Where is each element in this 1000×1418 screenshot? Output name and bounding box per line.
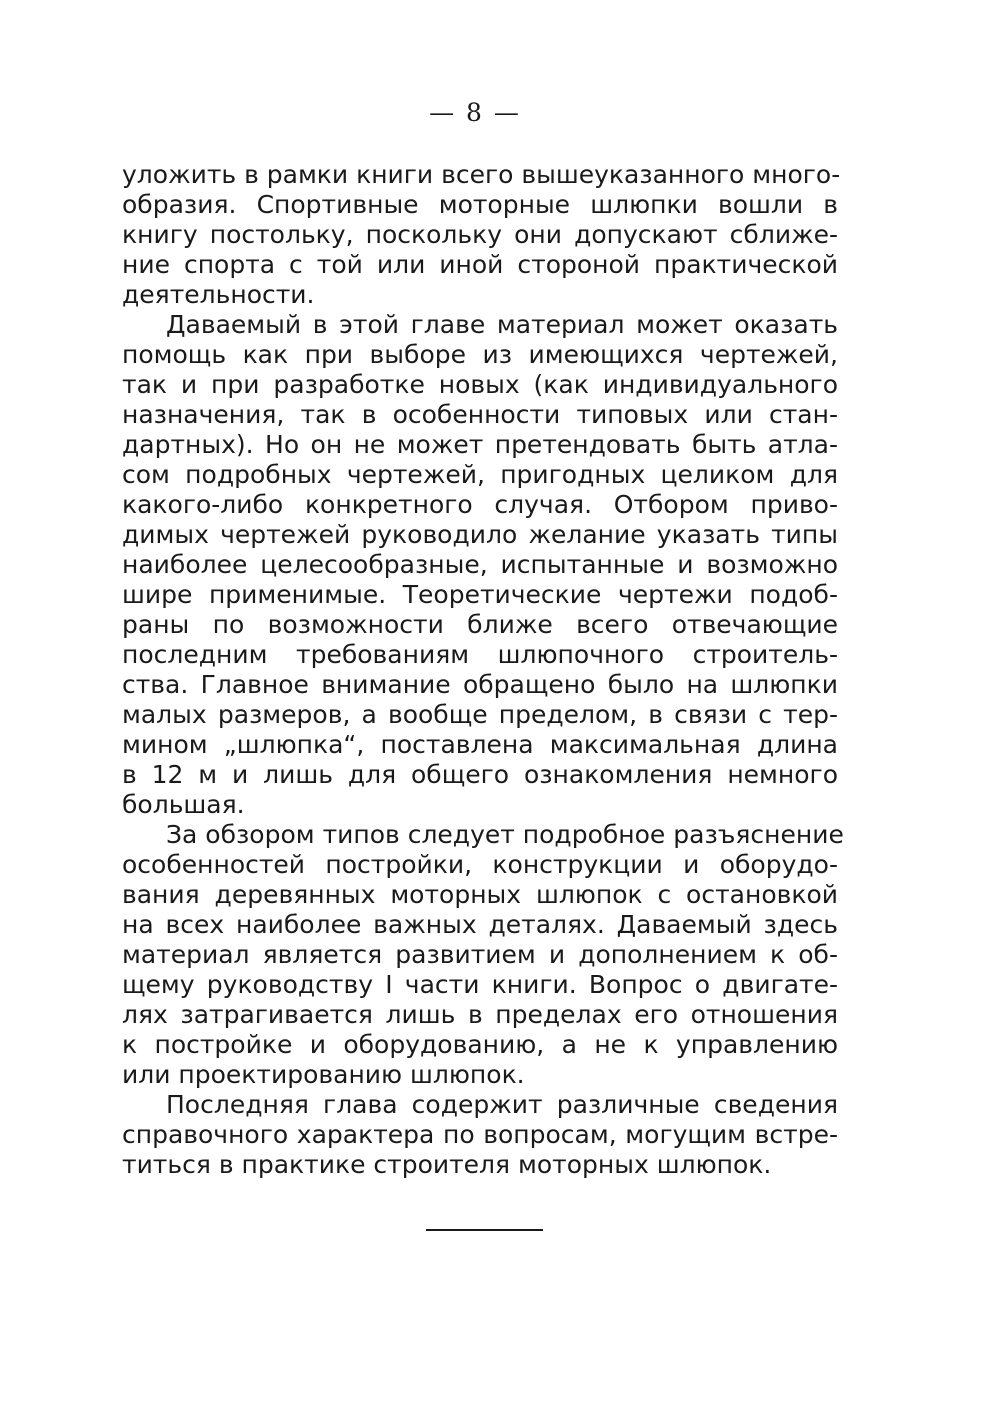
text-line: малых размеров, а вообще пределом, в связи с тер-: [122, 700, 838, 729]
body-text: [122, 160, 844, 1180]
text-line: последним требованиям шлюпочного строитель-: [122, 640, 838, 669]
text-line: За обзором типов следует подробное разъяснение: [166, 820, 844, 849]
text-line: в 12 м и лишь для общего ознакомления немного: [122, 760, 838, 789]
text-line: ства. Главное внимание обращено было на шлюпки: [122, 670, 838, 699]
text-line: наиболее целесообразные, испытанные и возможно: [122, 550, 838, 579]
page-number: — 8 —: [429, 98, 521, 127]
text-line: уложить в рамки книги всего вышеуказанного много-: [122, 160, 841, 189]
text-line: назначения, так в особенности типовых или стан-: [122, 400, 838, 429]
text-line: ние спорта с той или иной стороной практической: [122, 250, 838, 279]
text-line: к постройке и оборудованию, а не к управлению: [122, 1030, 838, 1059]
text-line: книгу постольку, поскольку они допускают сближе-: [122, 220, 838, 249]
text-line: какого-либо конкретного случая. Отбором приво-: [122, 490, 838, 519]
text-line: особенностей постройки, конструкции и оборудо-: [122, 850, 838, 879]
text-line: сом подробных чертежей, пригодных целиком для: [122, 460, 838, 489]
text-line: дартных). Но он не может претендовать быть атла-: [122, 430, 838, 459]
section-divider: [426, 1229, 543, 1231]
text-line: на всех наиболее важных деталях. Даваемый здесь: [122, 910, 838, 939]
text-line: большая.: [122, 790, 245, 819]
text-line: помощь как при выборе из имеющихся чертежей,: [122, 340, 838, 369]
text-line: или проектированию шлюпок.: [122, 1060, 525, 1089]
text-line: шире применимые. Теоретические чертежи подоб-: [122, 580, 838, 609]
text-line: раны по возможности ближе всего отвечающие: [122, 610, 838, 639]
text-line: справочного характера по вопросам, могущим встре-: [122, 1120, 838, 1149]
text-line: титься в практике строителя моторных шлюпок.: [122, 1150, 772, 1179]
text-line: образия. Спортивные моторные шлюпки вошли в: [122, 190, 838, 219]
text-line: так и при разработке новых (как индивидуального: [122, 370, 838, 399]
text-line: димых чертежей руководило желание указать типы: [122, 520, 838, 549]
text-line: Последняя глава содержит различные сведения: [166, 1090, 838, 1119]
text-line: мином „шлюпка“, поставлена максимальная длина: [122, 730, 838, 759]
text-line: материал является развитием и дополнением к об-: [122, 940, 838, 969]
text-line: вания деревянных моторных шлюпок с остановкой: [122, 880, 838, 909]
text-line: лях затрагивается лишь в пределах его отношения: [122, 1000, 838, 1029]
text-line: деятельности.: [122, 280, 315, 309]
text-line: Даваемый в этой главе материал может оказать: [166, 310, 838, 339]
text-line: щему руководству I части книги. Вопрос о двигате-: [122, 970, 838, 999]
